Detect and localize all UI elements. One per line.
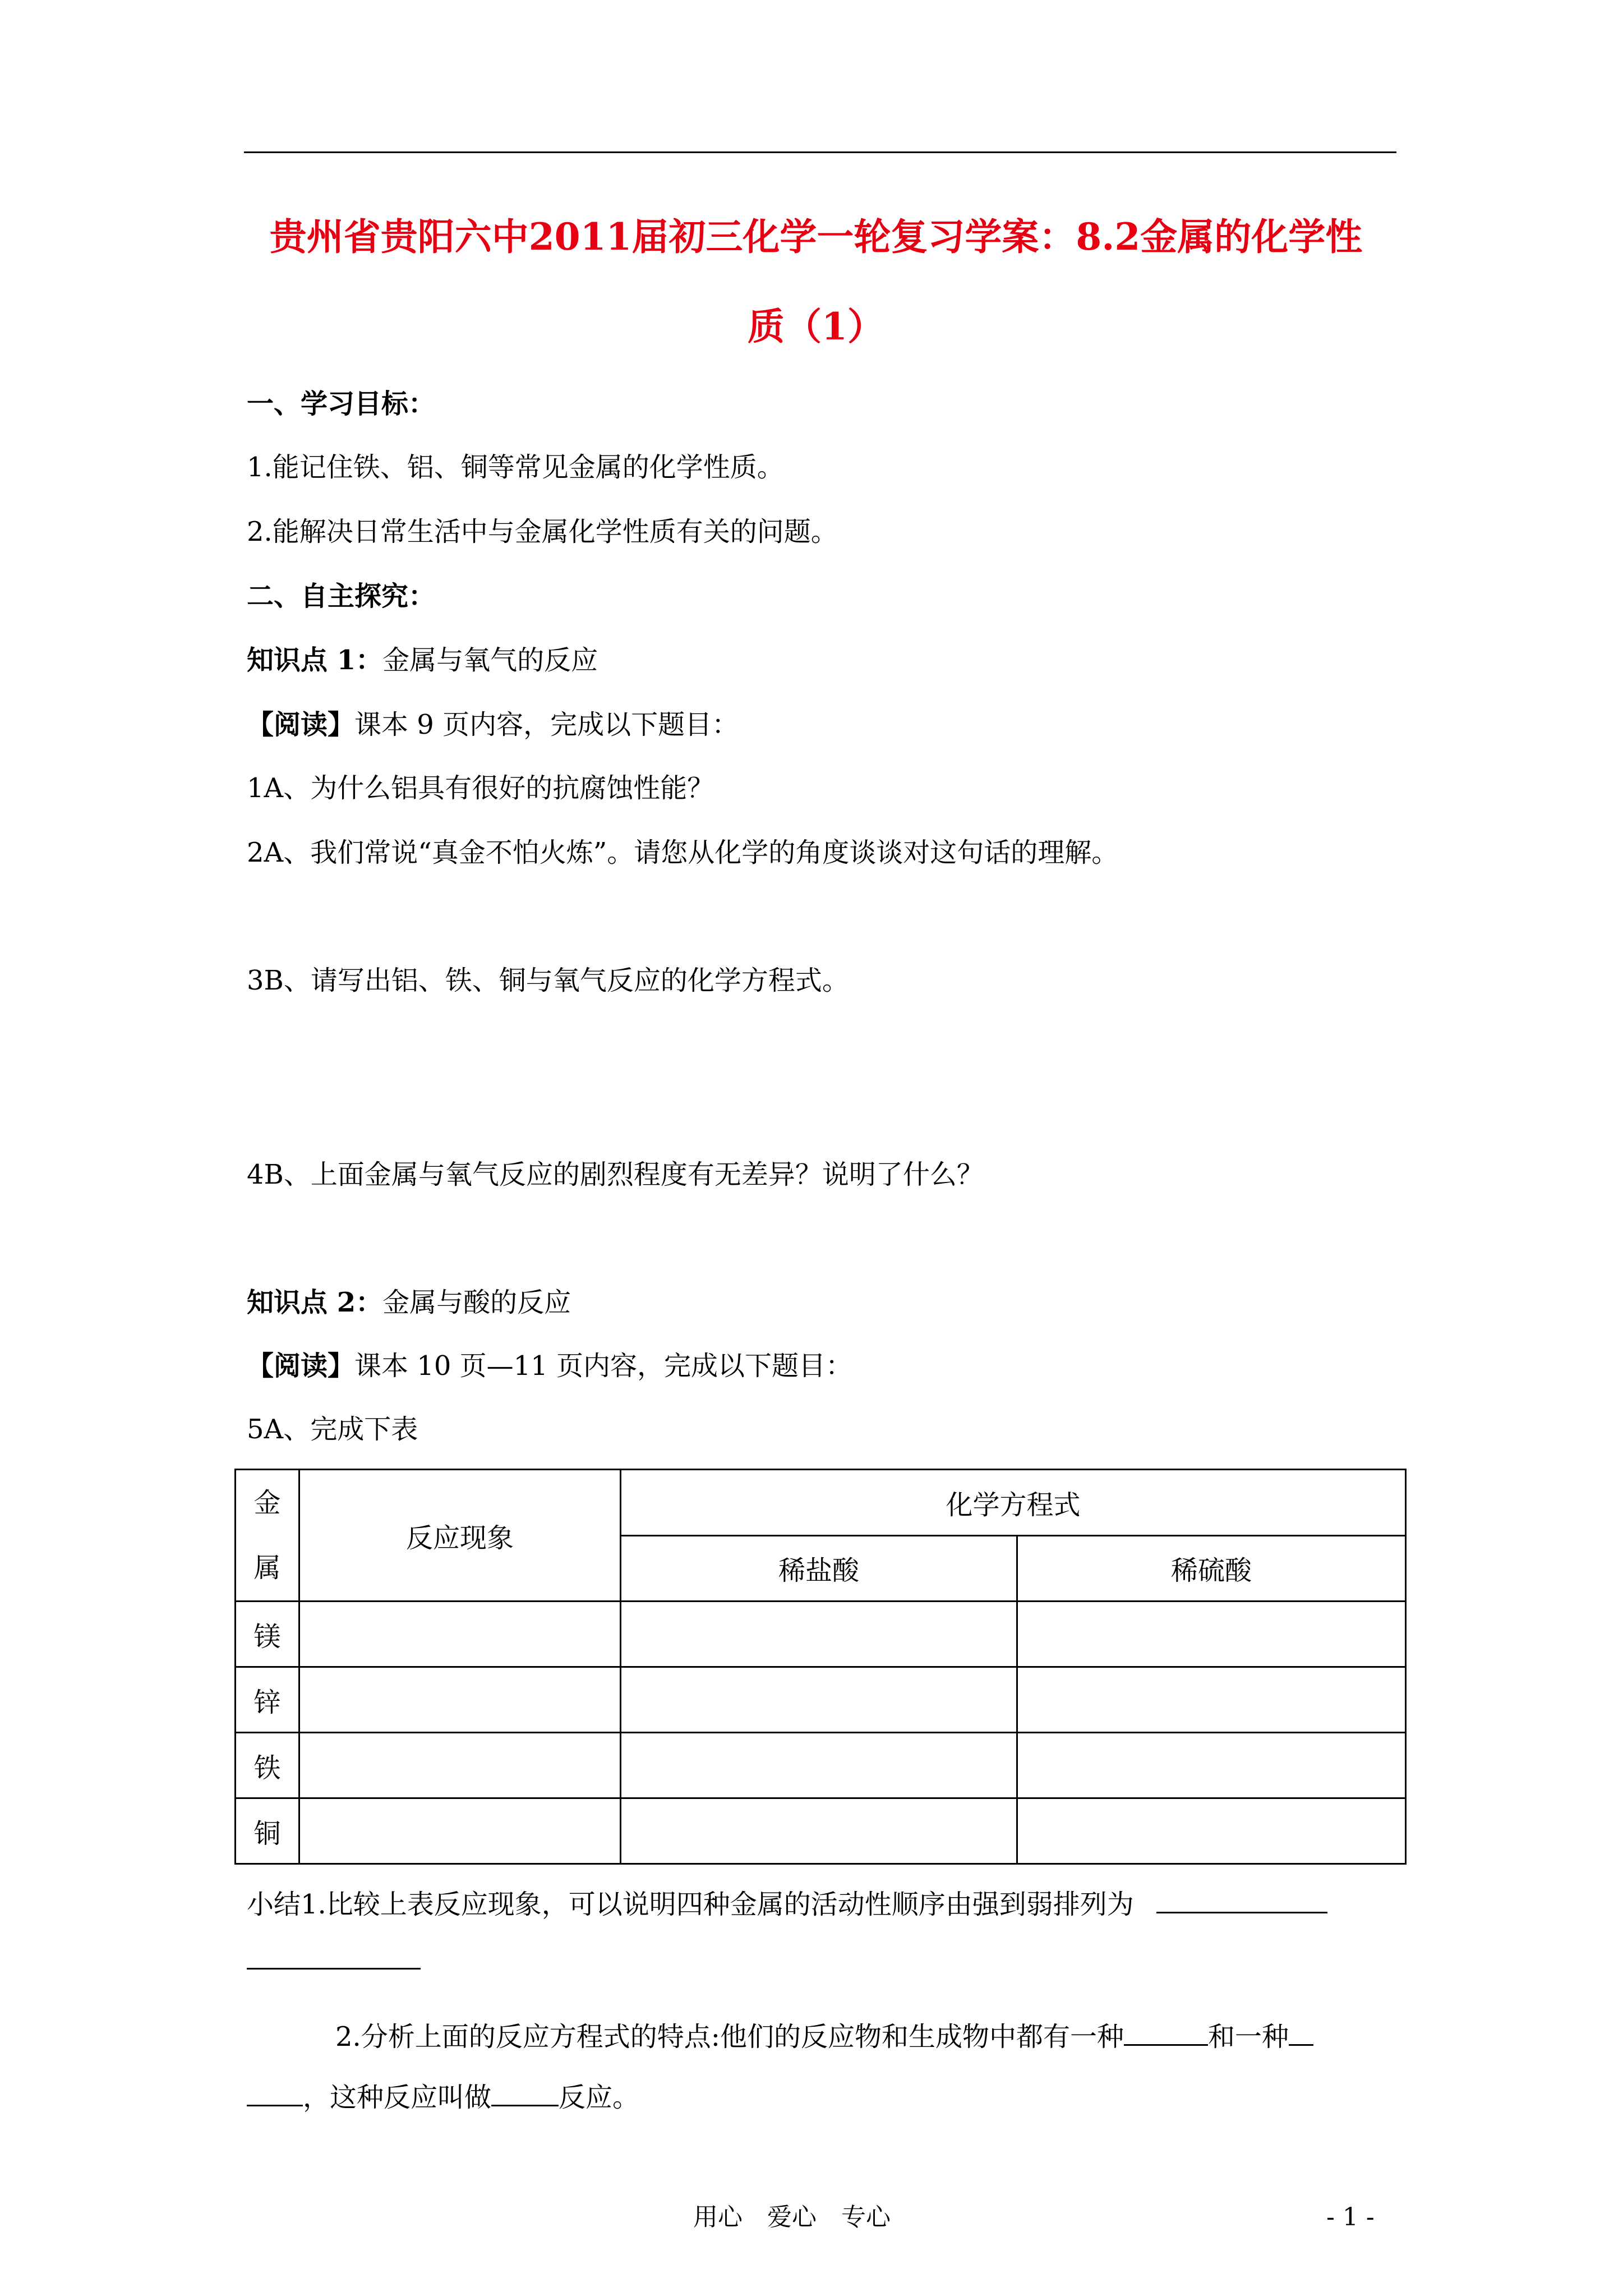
section-heading-explore: 二、自主探究： xyxy=(247,581,436,612)
page-number: - 1 - xyxy=(1326,2203,1375,2231)
header-metal-bottom: 属 xyxy=(253,1552,281,1584)
kp1-label: 知识点 1： xyxy=(247,645,383,676)
summary-text-3a: ，这种反应叫做 xyxy=(303,2082,492,2113)
kp2-read-label: 【阅读】 xyxy=(247,1350,355,1382)
hcl-equation-cell[interactable] xyxy=(621,1798,1017,1864)
h2so4-equation-cell[interactable] xyxy=(1017,1733,1406,1798)
hcl-equation-cell[interactable] xyxy=(621,1602,1017,1667)
phenomenon-cell[interactable] xyxy=(299,1733,621,1798)
metal-cell: 镁 xyxy=(236,1602,299,1667)
hcl-equation-cell[interactable] xyxy=(621,1733,1017,1798)
answer-blank[interactable] xyxy=(1124,2017,1208,2046)
kp1-read-label: 【阅读】 xyxy=(247,709,355,740)
phenomenon-cell[interactable] xyxy=(299,1667,621,1733)
summary-text-2b: 和一种 xyxy=(1207,2021,1289,2053)
metal-cell: 铁 xyxy=(236,1733,299,1798)
section-heading-goals: 一、学习目标： xyxy=(247,388,436,420)
answer-blank[interactable] xyxy=(1289,2017,1313,2046)
question-1a: 1A、为什么铝具有很好的抗腐蚀性能？ xyxy=(247,772,714,804)
summary-line-3 xyxy=(247,2078,639,2114)
header-dilute-h2so4: 稀硫酸 xyxy=(1017,1535,1406,1602)
metal-cell: 铜 xyxy=(236,1798,299,1864)
metal-cell: 锌 xyxy=(236,1667,299,1733)
kp2-reading xyxy=(247,1349,852,1383)
kp2-text: 金属与酸的反应 xyxy=(382,1287,571,1318)
kp1-reading xyxy=(247,708,739,742)
reaction-table xyxy=(234,1469,1407,1865)
header-rule xyxy=(244,151,1396,153)
phenomenon-cell[interactable] xyxy=(299,1602,621,1667)
goal-item-2: 2.能解决日常生活中与金属化学性质有关的问题。 xyxy=(247,516,838,547)
kp1-read-text: 课本 9 页内容，完成以下题目： xyxy=(354,709,739,740)
summary-text-2a: 2.分析上面的反应方程式的特点:他们的反应物和生成物中都有一种 xyxy=(335,2021,1124,2053)
table-row xyxy=(236,1602,1406,1667)
table-row xyxy=(236,1798,1406,1864)
answer-blank[interactable] xyxy=(247,2078,303,2106)
table-row xyxy=(236,1733,1406,1798)
h2so4-equation-cell[interactable] xyxy=(1017,1667,1406,1733)
document-title-line2: 质（1） xyxy=(748,305,884,348)
knowledge-point-1 xyxy=(247,643,598,677)
table-row xyxy=(236,1667,1406,1733)
question-4b: 4B、上面金属与氧气反应的剧烈程度有无差异？说明了什么？ xyxy=(247,1159,984,1190)
document-title-line1: 贵州省贵阳六中2011届初三化学一轮复习学案：8.2金属的化学性 xyxy=(269,215,1363,259)
h2so4-equation-cell[interactable] xyxy=(1017,1798,1406,1864)
header-metal xyxy=(236,1470,299,1602)
question-2a: 2A、我们常说“真金不怕火炼”。请您从化学的角度谈谈对这句话的理解。 xyxy=(247,837,1119,868)
footer-motto: 用心 爱心 专心 xyxy=(693,2203,891,2231)
kp2-read-text: 课本 10 页—11 页内容，完成以下题目： xyxy=(354,1350,852,1382)
summary-line-1 xyxy=(247,1885,1327,1921)
h2so4-equation-cell[interactable] xyxy=(1017,1602,1406,1667)
summary-text-1: 小结1.比较上表反应现象，可以说明四种金属的活动性顺序由强到弱排列为 xyxy=(247,1889,1134,1920)
header-dilute-hcl: 稀盐酸 xyxy=(621,1535,1017,1602)
hcl-equation-cell[interactable] xyxy=(621,1667,1017,1733)
header-phenomenon: 反应现象 xyxy=(299,1470,621,1602)
question-5a: 5A、完成下表 xyxy=(247,1414,418,1445)
header-metal-top: 金 xyxy=(253,1487,281,1519)
summary-text-3b: 反应。 xyxy=(559,2082,640,2113)
kp2-label: 知识点 2： xyxy=(247,1287,383,1318)
summary-line-2 xyxy=(335,2017,1313,2054)
answer-blank[interactable] xyxy=(1156,1885,1327,1913)
header-equation: 化学方程式 xyxy=(621,1470,1406,1536)
goal-item-1: 1.能记住铁、铝、铜等常见金属的化学性质。 xyxy=(247,452,784,483)
knowledge-point-2 xyxy=(247,1286,571,1319)
phenomenon-cell[interactable] xyxy=(299,1798,621,1864)
question-3b: 3B、请写出铝、铁、铜与氧气反应的化学方程式。 xyxy=(247,965,849,996)
answer-blank[interactable] xyxy=(491,2078,559,2106)
kp1-text: 金属与氧气的反应 xyxy=(382,645,598,676)
answer-blank[interactable] xyxy=(247,1968,421,1970)
